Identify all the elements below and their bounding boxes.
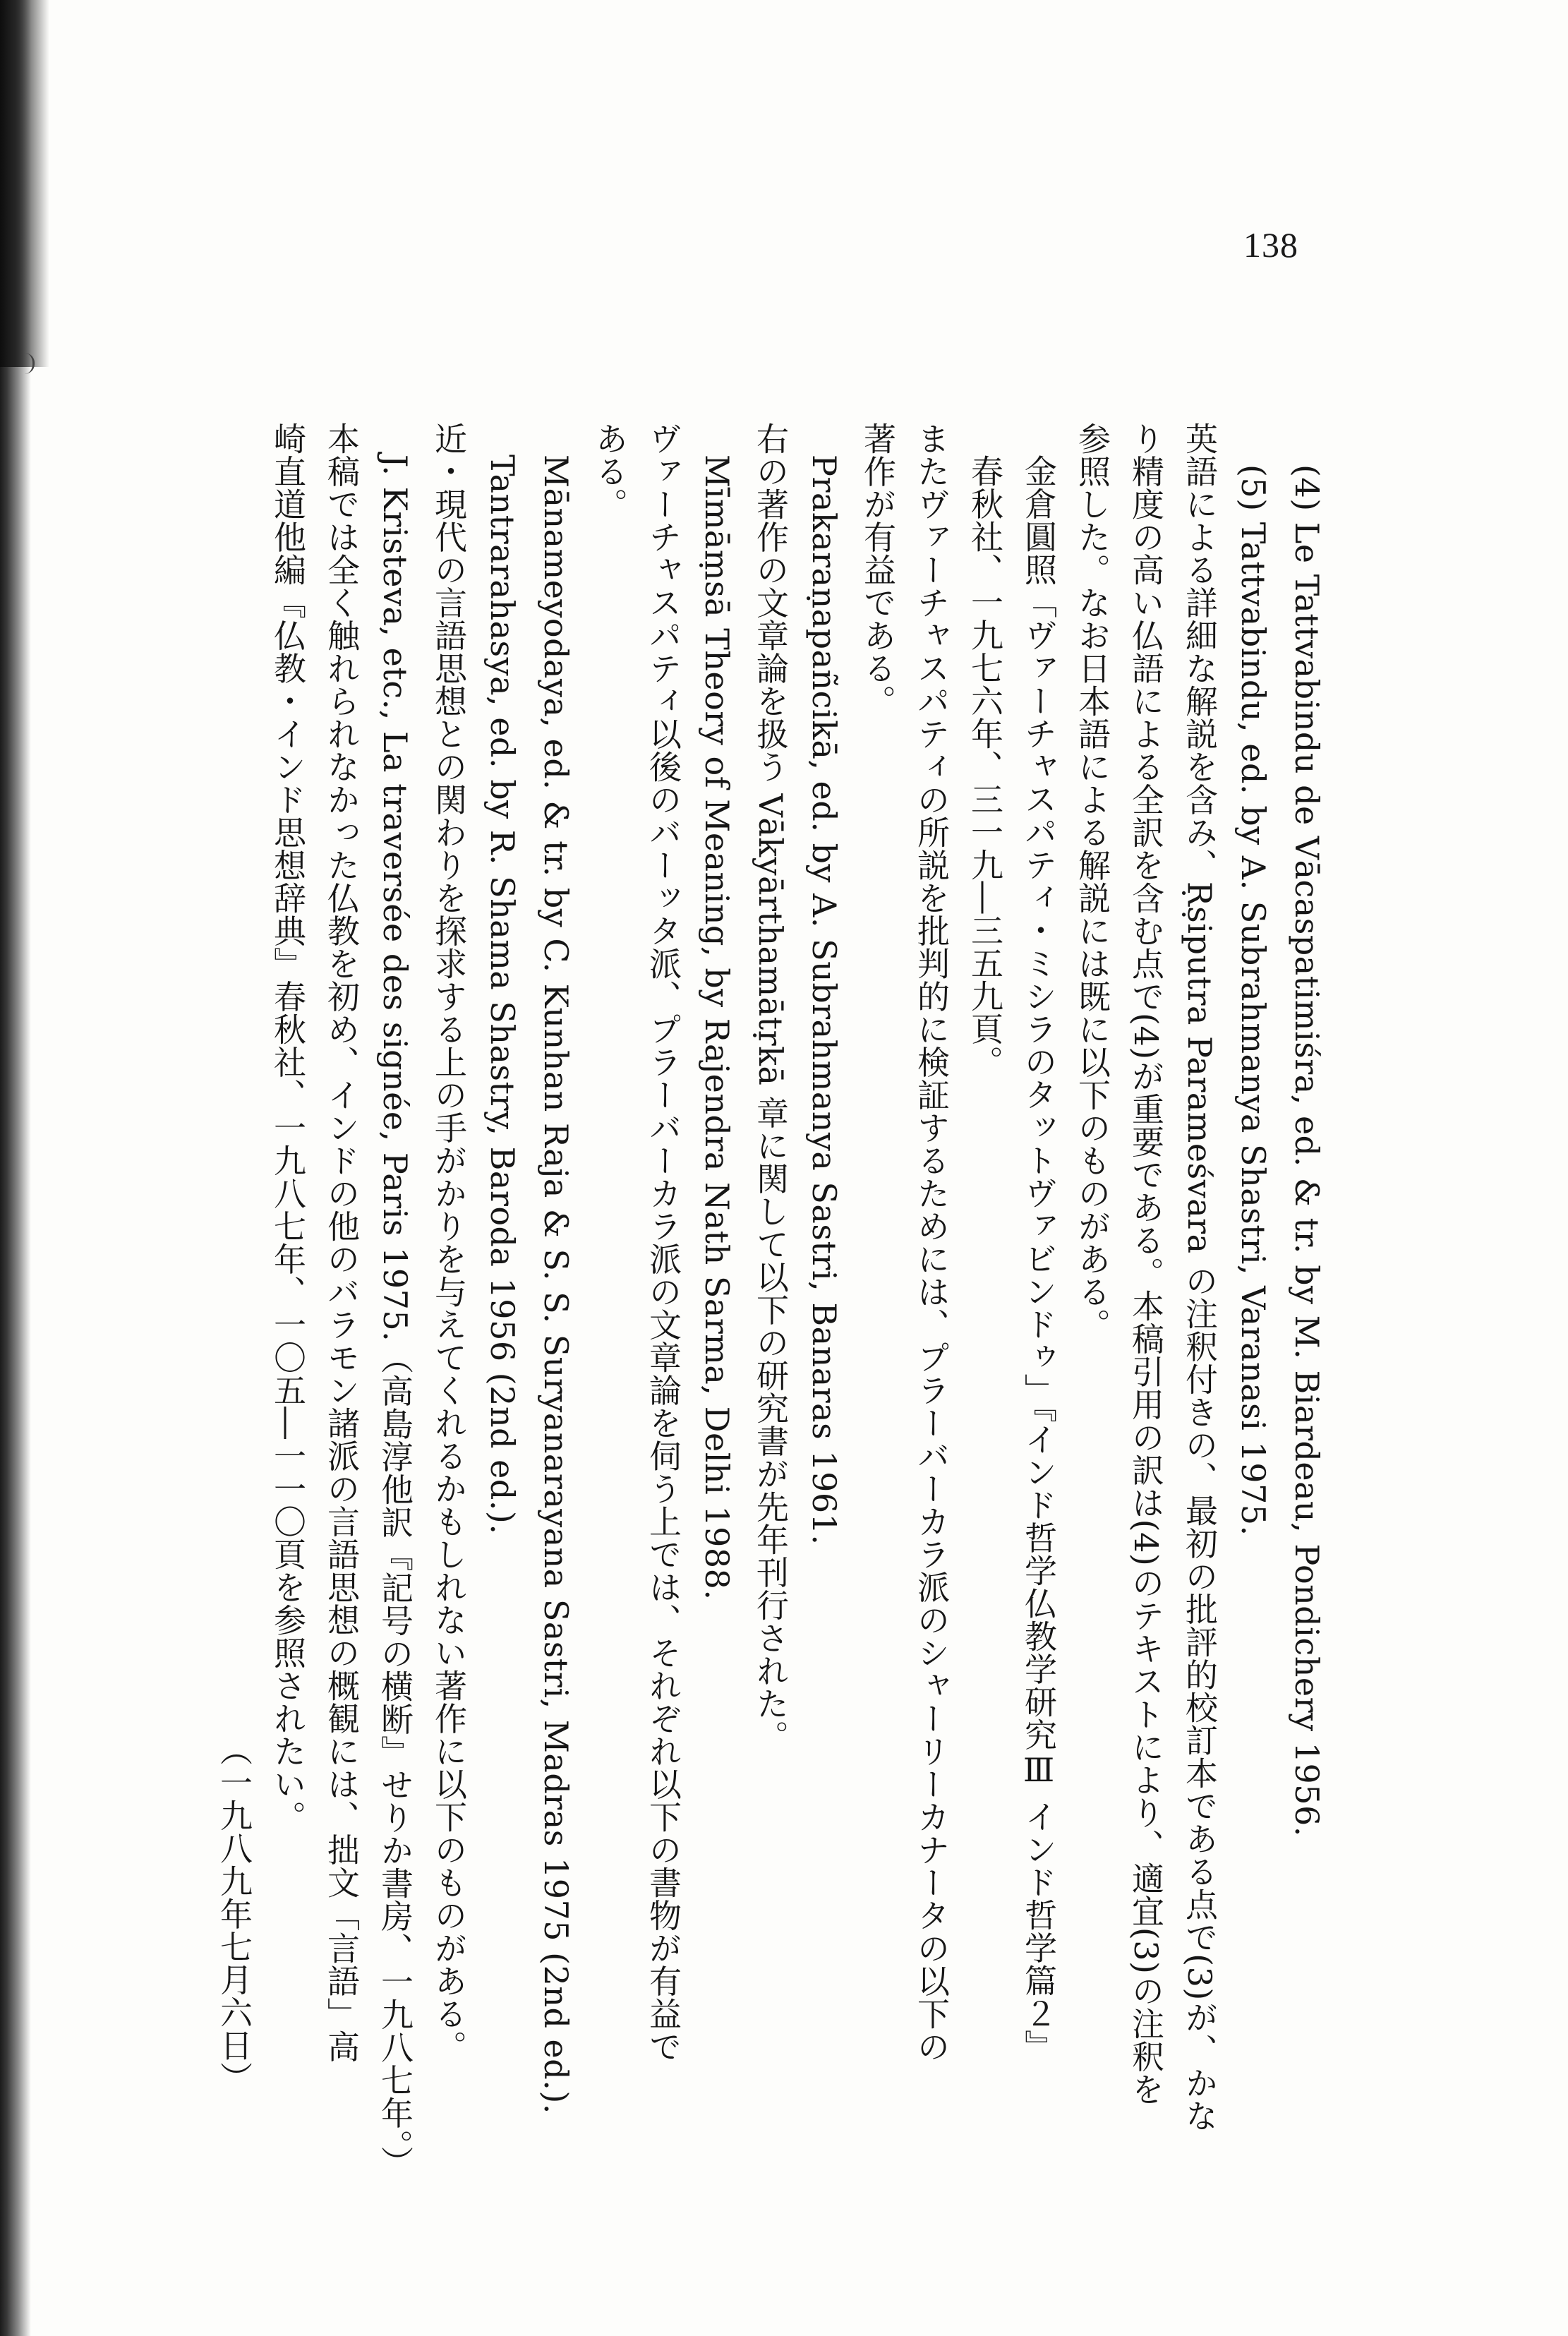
date-line: （一九八九年七月六日） xyxy=(215,1733,253,2095)
text-line: ヴァーチャスパティ以後のバーッタ派、プラーバーカラ派の文章論を伺う上では、それぞれ以下の書物が有益で xyxy=(644,422,682,2063)
text-line: Mānameyodaya, ed. & tr. by C. Kunhan Raja & S. S. Suryanarayana Sastri, Madras 1975 (2nd ed.). xyxy=(537,454,575,2114)
text-line: (5) Tattvabindu, ed. by A. Subrahmanya Shastri, Varanasi 1975. xyxy=(1234,464,1272,1536)
text-line: 春秋社、一九七六年、三一九―三五九頁。 xyxy=(966,454,1004,1078)
text-line: 参照した。なお日本語による解説には既に以下のものがある。 xyxy=(1073,422,1111,1341)
text-line: 著作が有益である。 xyxy=(859,422,897,718)
text-line: J. Kristeva, etc., La traversée des signée, Paris 1975.（高島淳他訳『記号の横断』せりか書房、一九八七年。） xyxy=(376,454,414,2179)
text-line: り精度の高い仏語による全訳を含む点で(4)が重要である。本稿引用の訳は(4)のテキストにより、適宜(3)の注釈を xyxy=(1127,422,1165,2106)
page-number: 138 xyxy=(1243,225,1298,265)
text-line: 崎直道他編『仏教・インド思想辞典』春秋社、一九八七年、一〇五―一一〇頁を参照されたい。 xyxy=(269,422,307,1834)
text-line: 英語による詳細な解説を含み、Ṛṣiputra Parameśvara の注釈付きの、最初の批評的校訂本である点で(3)が、かな xyxy=(1181,422,1219,2132)
text-line: 金倉圓照「ヴァーチャスパティ・ミシラのタットヴァビンドゥ」『インド哲学仏教学研究Ⅲ インド哲学篇２』 xyxy=(1020,454,1058,2063)
page-binding-shadow-top xyxy=(0,0,49,367)
text-line: またヴァーチャスパティの所説を批判的に検証するためには、プラーバーカラ派のシャーリーカナータの以下の xyxy=(912,422,951,2063)
text-line: 右の著作の文章論を扱う Vākyārthamātṛkā 章に関して以下の研究書が先年刊行された。 xyxy=(752,422,790,1753)
text-line: 本稿では全く触れられなかった仏教を初め、インドの他のバラモン諸派の言語思想の概観には、拙文「言語」高 xyxy=(322,422,361,2063)
text-line: Tantrarahasya, ed. by R. Shama Shastry, Baroda 1956 (2nd ed.). xyxy=(483,454,521,1535)
text-line: (4) Le Tattvabindu de Vācaspatimiśra, ed. & tr. by M. Biardeau, Pondichery 1956. xyxy=(1288,464,1326,1837)
text-line: Mīmāṃsā Theory of Meaning, by Rajendra Nath Sarma, Delhi 1988. xyxy=(698,454,736,1601)
vertical-text-block xyxy=(215,422,1334,2179)
text-line: Prakaraṇapañcikā, ed. by A. Subrahmanya Sastri, Banaras 1961. xyxy=(805,454,843,1546)
text-line: 近・現代の言語思想との関わりを探求する上の手がかりを与えてくれるかもしれない著作に以下のものがある。 xyxy=(430,422,468,2063)
text-line: ある。 xyxy=(591,422,629,521)
